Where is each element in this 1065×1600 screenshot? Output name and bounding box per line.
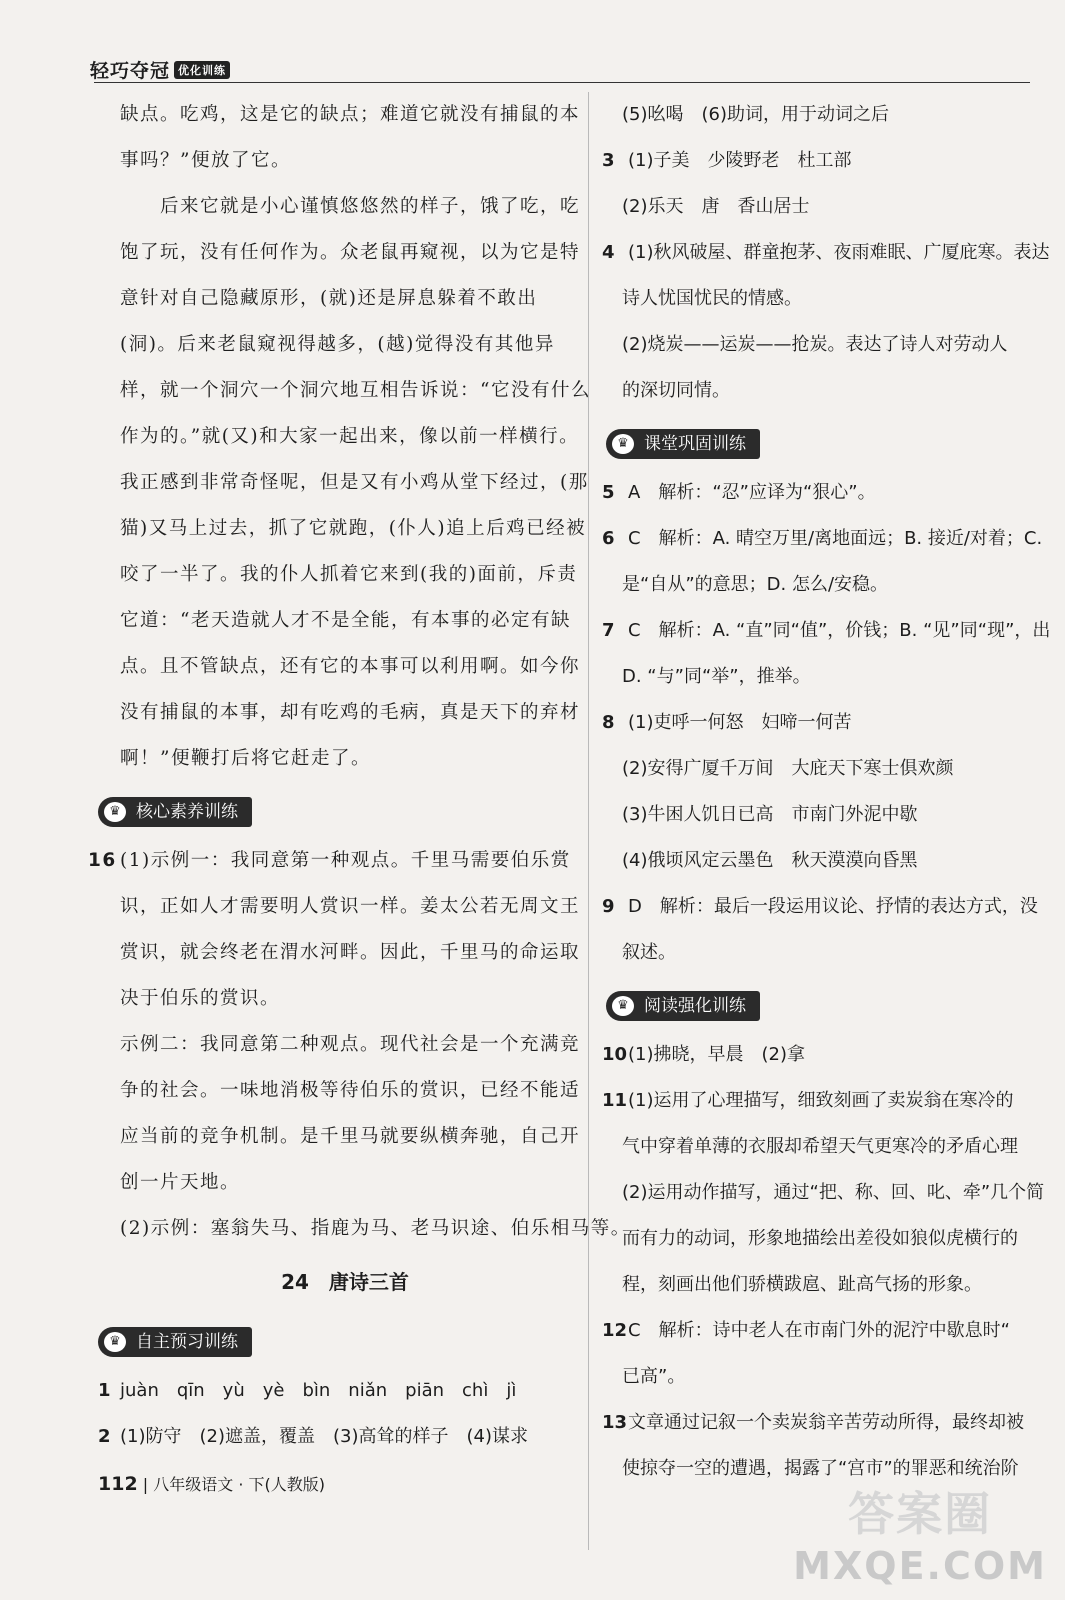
q16-line: 争的社会。一味地消极等待伯乐的赏识，已经不能适: [120, 1080, 581, 1101]
q12-line: [602, 1308, 1065, 1354]
story-line: 饱了玩，没有任何作为。众老鼠再窥视，以为它是特: [120, 242, 581, 263]
q10-line: [602, 1032, 1065, 1078]
right-column: [602, 92, 1065, 1492]
story-line: 意针对自己隐藏原形，(就)还是屏息躲着不敢出: [120, 288, 538, 309]
section-label: 阅读强化训练: [644, 996, 746, 1016]
question-number: 11: [602, 1090, 628, 1111]
section-self-preview: [109, 1318, 570, 1364]
q1-line: [98, 1368, 570, 1414]
answer-text: (1)子美 少陵野老 杜工部: [628, 150, 852, 171]
page-number: 112: [98, 1473, 138, 1495]
q13-line: [602, 1400, 1065, 1446]
section-badge: [98, 797, 252, 827]
story-line: 猫)又马上过去，抓了它就跑，(仆人)追上后鸡已经被: [120, 518, 587, 539]
page-header: [90, 52, 1030, 92]
q7-line: D. “与”同“举”，推举。: [622, 666, 811, 687]
section-label: 课堂巩固训练: [644, 434, 746, 454]
answer-text: C 解析：诗中老人在市南门外的泥泞中歇息时“: [628, 1320, 1010, 1341]
q16-line: 决于伯乐的赏识。: [120, 988, 281, 1009]
crown-icon: ♛: [612, 996, 634, 1016]
crown-icon: ♛: [612, 434, 634, 454]
q9-line: [602, 884, 1065, 930]
q16-line: 识，正如人才需要明人赏识一样。姜太公若无周文王: [120, 896, 581, 917]
q16-line: [88, 838, 571, 884]
answer-text: C 解析：A. 晴空万里/离地面远；B. 接近/对着；C.: [628, 528, 1043, 549]
watermark-url: MXQE.COM: [793, 1544, 1047, 1588]
story-line: 后来它就是小心谨慎悠悠然的样子，饿了吃，吃: [160, 196, 581, 217]
q11-line: 而有力的动词，形象地描绘出差役如狼似虎横行的: [622, 1228, 1018, 1249]
question-number: 9: [602, 896, 615, 917]
question-number: 7: [602, 620, 615, 641]
story-line: (洞)。后来老鼠窥视得越多，(越)觉得没有其他异: [120, 334, 555, 355]
answer-text: C 解析：A. “直”同“值”，价钱；B. “见”同“现”，出: [628, 620, 1051, 641]
answer-text: (1)秋风破屋、群童抱茅、夜雨难眠、广厦庇寒。表达: [628, 242, 1050, 263]
answer-text: (1)吏呼一何怒 妇啼一何苦: [628, 712, 852, 733]
site-watermark: [793, 1478, 1047, 1588]
question-number: 1: [98, 1380, 111, 1401]
q16-line: 创一片天地。: [120, 1172, 241, 1193]
story-line: 样，就一个洞穴一个洞穴地互相告诉说：“它没有什么: [120, 380, 591, 401]
logo-tag: 优化训练: [174, 61, 230, 79]
section-badge: [606, 429, 760, 459]
crown-icon: ♛: [104, 802, 126, 822]
answer-text: A 解析：“忍”应译为“狠心”。: [628, 482, 876, 503]
q2-line: [98, 1414, 570, 1460]
section-label: 核心素养训练: [136, 802, 238, 822]
story-line: 咬了一半了。我的仆人抓着它来到(我的)面前，斥责: [120, 564, 578, 585]
q7-line: [602, 608, 1065, 654]
q8-line: (4)俄顷风定云墨色 秋天漠漠向昏黑: [622, 850, 918, 871]
answer-text: (1)拂晓，早晨 (2)拿: [628, 1044, 805, 1065]
q6-line: [602, 516, 1065, 562]
story-line: 我正感到非常奇怪呢，但是又有小鸡从堂下经过，(那: [120, 472, 589, 493]
column-divider: [588, 92, 589, 1550]
q3-line: (2)乐天 唐 香山居士: [622, 196, 810, 217]
crown-icon: ♛: [104, 1332, 126, 1352]
story-line: 点。且不管缺点，还有它的本事可以利用啊。如今你: [120, 656, 581, 677]
section-reading: [602, 982, 1065, 1028]
q2-continued: (5)吆喝 (6)助词，用于动词之后: [622, 104, 889, 125]
section-label: 自主预习训练: [136, 1332, 238, 1352]
question-number: 4: [602, 242, 615, 263]
q4-line: 的深切同情。: [622, 380, 730, 401]
q16-line: 示例二：我同意第二种观点。现代社会是一个充满竞: [120, 1034, 581, 1055]
answer-text: D 解析：最后一段运用议论、抒情的表达方式，没: [628, 896, 1038, 917]
q11-line: [602, 1078, 1065, 1124]
header-rule: [94, 82, 1030, 83]
q8-line: [602, 700, 1065, 746]
question-number: 6: [602, 528, 615, 549]
section-core-literacy: [109, 788, 570, 834]
watermark-logo: 答案圈: [848, 1487, 993, 1541]
logo-text: 轻巧夺冠: [90, 60, 171, 82]
q5-line: [602, 470, 1065, 516]
question-number: 16: [88, 850, 117, 871]
answer-text: juàn qīn yù yè bìn niǎn piān chì jì: [120, 1380, 517, 1401]
q16-line: (2)示例：塞翁失马、指鹿为马、老马识途、伯乐相马等。: [120, 1218, 631, 1239]
story-line: 缺点。吃鸡，这是它的缺点；难道它就没有捕鼠的本: [120, 104, 581, 125]
answer-text: (1)运用了心理描写，细致刻画了卖炭翁在寒冷的: [628, 1090, 1014, 1111]
question-number: 5: [602, 482, 615, 503]
question-number: 2: [98, 1426, 111, 1447]
q3-line: [602, 138, 1065, 184]
question-number: 12: [602, 1320, 628, 1341]
q16-line: 赏识，就会终老在渭水河畔。因此，千里马的命运取: [120, 942, 581, 963]
story-line: 啊！”便鞭打后将它赶走了。: [120, 748, 371, 769]
section-class-consolidation: [602, 420, 1065, 466]
story-line: 没有捕鼠的本事，却有吃鸡的毛病，真是天下的弃材: [120, 702, 581, 723]
q13-line: 使掠夺一空的遭遇，揭露了“宫市”的罪恶和统治阶: [622, 1458, 1019, 1479]
q8-line: (3)牛困人饥日已高 市南门外泥中歇: [622, 804, 918, 825]
answer-text: 文章通过记叙一个卖炭翁辛苦劳动所得，最终却被: [628, 1412, 1024, 1433]
q8-line: (2)安得广厦千万间 大庇天下寒士俱欢颜: [622, 758, 954, 779]
q16-line: 应当前的竞争机制。是千里马就要纵横奔驰，自己开: [120, 1126, 581, 1147]
q11-line: 气中穿着单薄的衣服却希望天气更寒冷的矛盾心理: [622, 1136, 1018, 1157]
q11-line: (2)运用动作描写，通过“把、称、回、叱、牵”几个简: [622, 1182, 1045, 1203]
story-line: 事吗？”便放了它。: [120, 150, 291, 171]
book-title: 八年级语文 · 下(人教版): [153, 1475, 325, 1494]
brand-logo: [90, 56, 230, 83]
lesson-title: 24 唐诗三首: [281, 1270, 409, 1294]
q12-line: 已高”。: [622, 1366, 686, 1387]
q9-line: 叙述。: [622, 942, 676, 963]
answer-text: (1)示例一：我同意第一种观点。千里马需要伯乐赏: [120, 850, 571, 871]
section-badge: [606, 991, 760, 1021]
section-badge: [98, 1327, 252, 1357]
story-line: 作为的。”就(又)和大家一起出来，像以前一样横行。: [120, 426, 580, 447]
q4-line: [602, 230, 1065, 276]
footer-separator: |: [137, 1475, 154, 1494]
question-number: 13: [602, 1412, 628, 1433]
story-line: 它道：“老天造就人才不是全能，有本事的必定有缺: [120, 610, 571, 631]
q4-line: (2)烧炭——运炭——抢炭。表达了诗人对劳动人: [622, 334, 1008, 355]
question-number: 3: [602, 150, 615, 171]
page-footer: [98, 1472, 325, 1495]
question-number: 8: [602, 712, 615, 733]
q4-line: 诗人忧国忧民的情感。: [622, 288, 802, 309]
question-number: 10: [602, 1044, 628, 1065]
q11-line: 程，刻画出他们骄横跋扈、趾高气扬的形象。: [622, 1274, 982, 1295]
q6-line: 是“自从”的意思；D. 怎么/安稳。: [622, 574, 889, 595]
answer-text: (1)防守 (2)遮盖，覆盖 (3)高耸的样子 (4)谋求: [120, 1426, 528, 1447]
